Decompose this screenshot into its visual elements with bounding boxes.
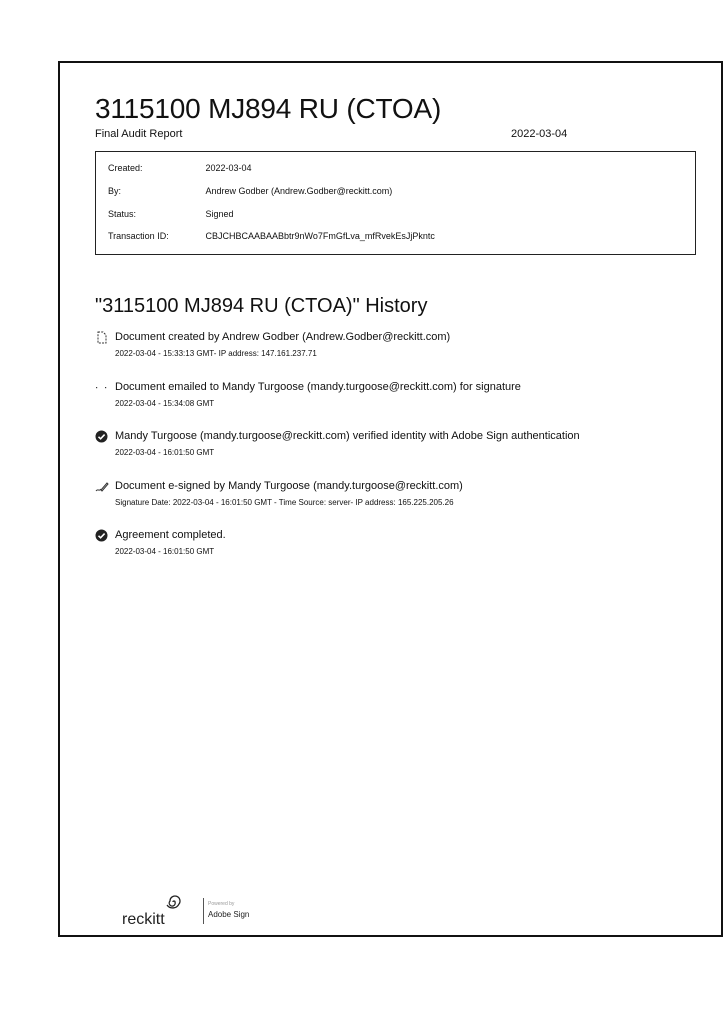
brand-name: reckitt xyxy=(122,911,165,928)
info-row-by xyxy=(108,186,392,196)
audit-report-page xyxy=(58,61,723,937)
event-meta: Signature Date: 2022-03-04 - 16:01:50 GMT - Time Source: server- IP address: 165.225.205.26 xyxy=(115,498,454,507)
report-subtitle: Final Audit Report xyxy=(95,128,183,140)
event-text: Document e-signed by Mandy Turgoose (mandy.turgoose@reckitt.com) xyxy=(115,480,463,492)
info-row-created xyxy=(108,163,252,173)
info-value: CBJCHBCAABAABbtr9nWo7FmGfLva_mfRvekEsJjPkntc xyxy=(205,231,435,241)
e-sign-pen-icon xyxy=(95,480,108,493)
powered-by-label: Powered by xyxy=(208,901,235,907)
info-value: Andrew Godber (Andrew.Godber@reckitt.com) xyxy=(205,186,393,196)
event-meta: 2022-03-04 - 16:01:50 GMT xyxy=(115,547,215,556)
event-text: Document emailed to Mandy Turgoose (mandy.turgoose@reckitt.com) for signature xyxy=(115,381,521,393)
transaction-info-box xyxy=(95,151,696,255)
event-meta: 2022-03-04 - 15:34:08 GMT xyxy=(115,399,215,408)
footer-divider xyxy=(203,898,204,924)
event-text: Mandy Turgoose (mandy.turgoose@reckitt.com) verified identity with Adobe Sign authentication xyxy=(115,430,580,442)
event-text: Agreement completed. xyxy=(115,529,226,541)
info-label: Status: xyxy=(108,209,137,219)
event-meta: 2022-03-04 - 16:01:50 GMT xyxy=(115,448,215,457)
report-date: 2022-03-04 xyxy=(511,128,568,140)
event-meta: 2022-03-04 - 15:33:13 GMT- IP address: 147.161.237.71 xyxy=(115,349,317,358)
info-row-status xyxy=(108,209,234,219)
info-value: 2022-03-04 xyxy=(205,163,252,173)
email-icon xyxy=(95,381,108,394)
info-label: Created: xyxy=(108,163,143,173)
event-text: Document created by Andrew Godber (Andrew.Godber@reckitt.com) xyxy=(115,331,451,343)
document-title: 3115100 MJ894 RU (CTOA) xyxy=(95,93,442,124)
info-label: By: xyxy=(108,186,122,196)
info-value: Signed xyxy=(205,209,234,219)
agreement-completed-icon xyxy=(95,529,108,542)
info-row-transaction-id xyxy=(108,231,435,241)
history-title: "3115100 MJ894 RU (CTOA)" History xyxy=(95,295,428,317)
info-label: Transaction ID: xyxy=(108,231,169,241)
adobe-sign-label: Adobe Sign xyxy=(208,910,250,919)
verified-check-icon xyxy=(95,430,108,443)
reckitt-swirl-icon xyxy=(164,893,184,916)
document-created-icon xyxy=(95,331,108,344)
